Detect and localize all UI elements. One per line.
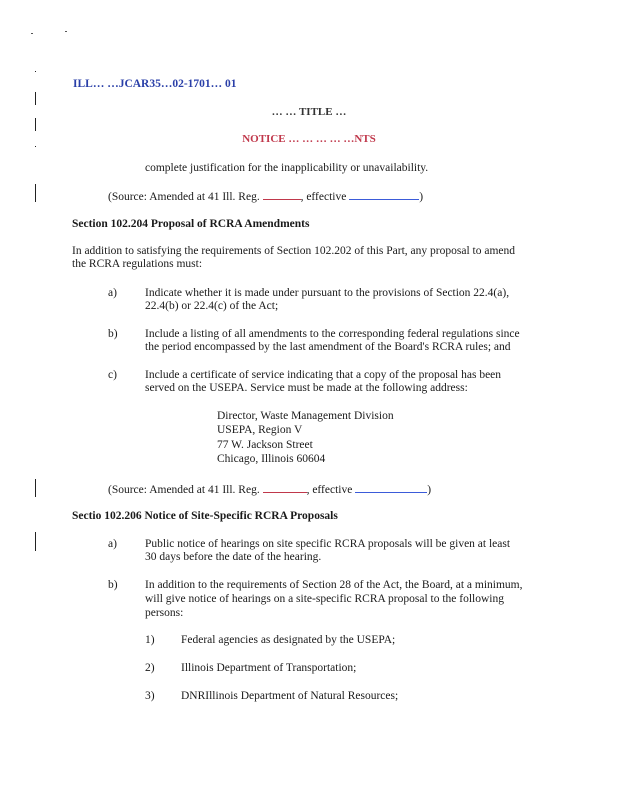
item-text: In addition to the requirements of Section 28 of the Act, the Board, at a minimum, <box>145 579 523 591</box>
source-note-2: (Source: Amended at 41 Ill. Reg. , effective ) <box>108 484 432 496</box>
item-text: persons: <box>145 607 184 619</box>
item-text: Include a listing of all amendments to the corresponding federal regulations since <box>145 328 520 340</box>
scan-speck <box>31 33 33 34</box>
item-text: the period encompassed by the last amendment of the Board's RCRA rules; and <box>145 341 511 353</box>
reg-blank <box>263 189 301 200</box>
address-line: 77 W. Jackson Street <box>217 439 313 451</box>
change-bar <box>35 479 36 497</box>
change-bar <box>35 118 36 131</box>
item-text: 22.4(b) or 22.4(c) of the Act; <box>145 300 279 312</box>
margin-mark <box>35 71 36 72</box>
section-204-intro: the RCRA regulations must: <box>72 258 203 270</box>
item-label: a) <box>108 538 117 550</box>
item-text: Public notice of hearings on site specific RCRA proposals will be given at least <box>145 538 511 550</box>
item-label: c) <box>108 369 117 381</box>
section-204-intro: In addition to satisfying the requirements of Section 102.202 of this Part, any proposal to amend <box>72 245 515 257</box>
reg-blank <box>263 482 307 493</box>
scan-speck <box>65 31 67 32</box>
subitem-label: 3) <box>145 690 155 702</box>
effective-blank <box>349 189 419 200</box>
change-bar <box>35 92 36 105</box>
citation-code: ILL… …JCAR35…02-1701… 01 <box>73 78 237 90</box>
item-label: b) <box>108 328 118 340</box>
item-text: Include a certificate of service indicating that a copy of the proposal has been <box>145 369 502 381</box>
section-204-heading: Section 102.204 Proposal of RCRA Amendments <box>72 218 310 230</box>
item-text: served on the USEPA. Service must be made at the following address: <box>145 382 468 394</box>
address-line: Director, Waste Management Division <box>217 410 394 422</box>
item-label: a) <box>108 287 117 299</box>
item-text: will give notice of hearings on a site-specific RCRA proposal to the following <box>145 593 504 605</box>
subitem-text: Illinois Department of Transportation; <box>181 662 357 674</box>
section-206-heading: Sectio 102.206 Notice of Site-Specific RCRA Proposals <box>72 510 338 522</box>
subitem-label: 1) <box>145 634 155 646</box>
continuation-text: complete justification for the inapplicability or unavailability. <box>145 162 429 174</box>
document-title: … … TITLE … <box>271 106 347 118</box>
subitem-text: Federal agencies as designated by the USEPA; <box>181 634 396 646</box>
change-bar <box>35 184 36 202</box>
margin-mark <box>35 146 36 147</box>
item-text: Indicate whether it is made under pursuant to the provisions of Section 22.4(a), <box>145 287 510 299</box>
subitem-label: 2) <box>145 662 155 674</box>
effective-blank <box>355 482 427 493</box>
address-line: USEPA, Region V <box>217 424 303 436</box>
subitem-text: DNRIllinois Department of Natural Resources; <box>181 690 399 702</box>
item-text: 30 days before the date of the hearing. <box>145 551 322 563</box>
source-note-1: (Source: Amended at 41 Ill. Reg. , effective ) <box>108 191 424 203</box>
change-bar <box>35 532 36 551</box>
notice-title: NOTICE … … … … …NTS <box>242 133 376 145</box>
item-label: b) <box>108 579 118 591</box>
address-line: Chicago, Illinois 60604 <box>217 453 326 465</box>
